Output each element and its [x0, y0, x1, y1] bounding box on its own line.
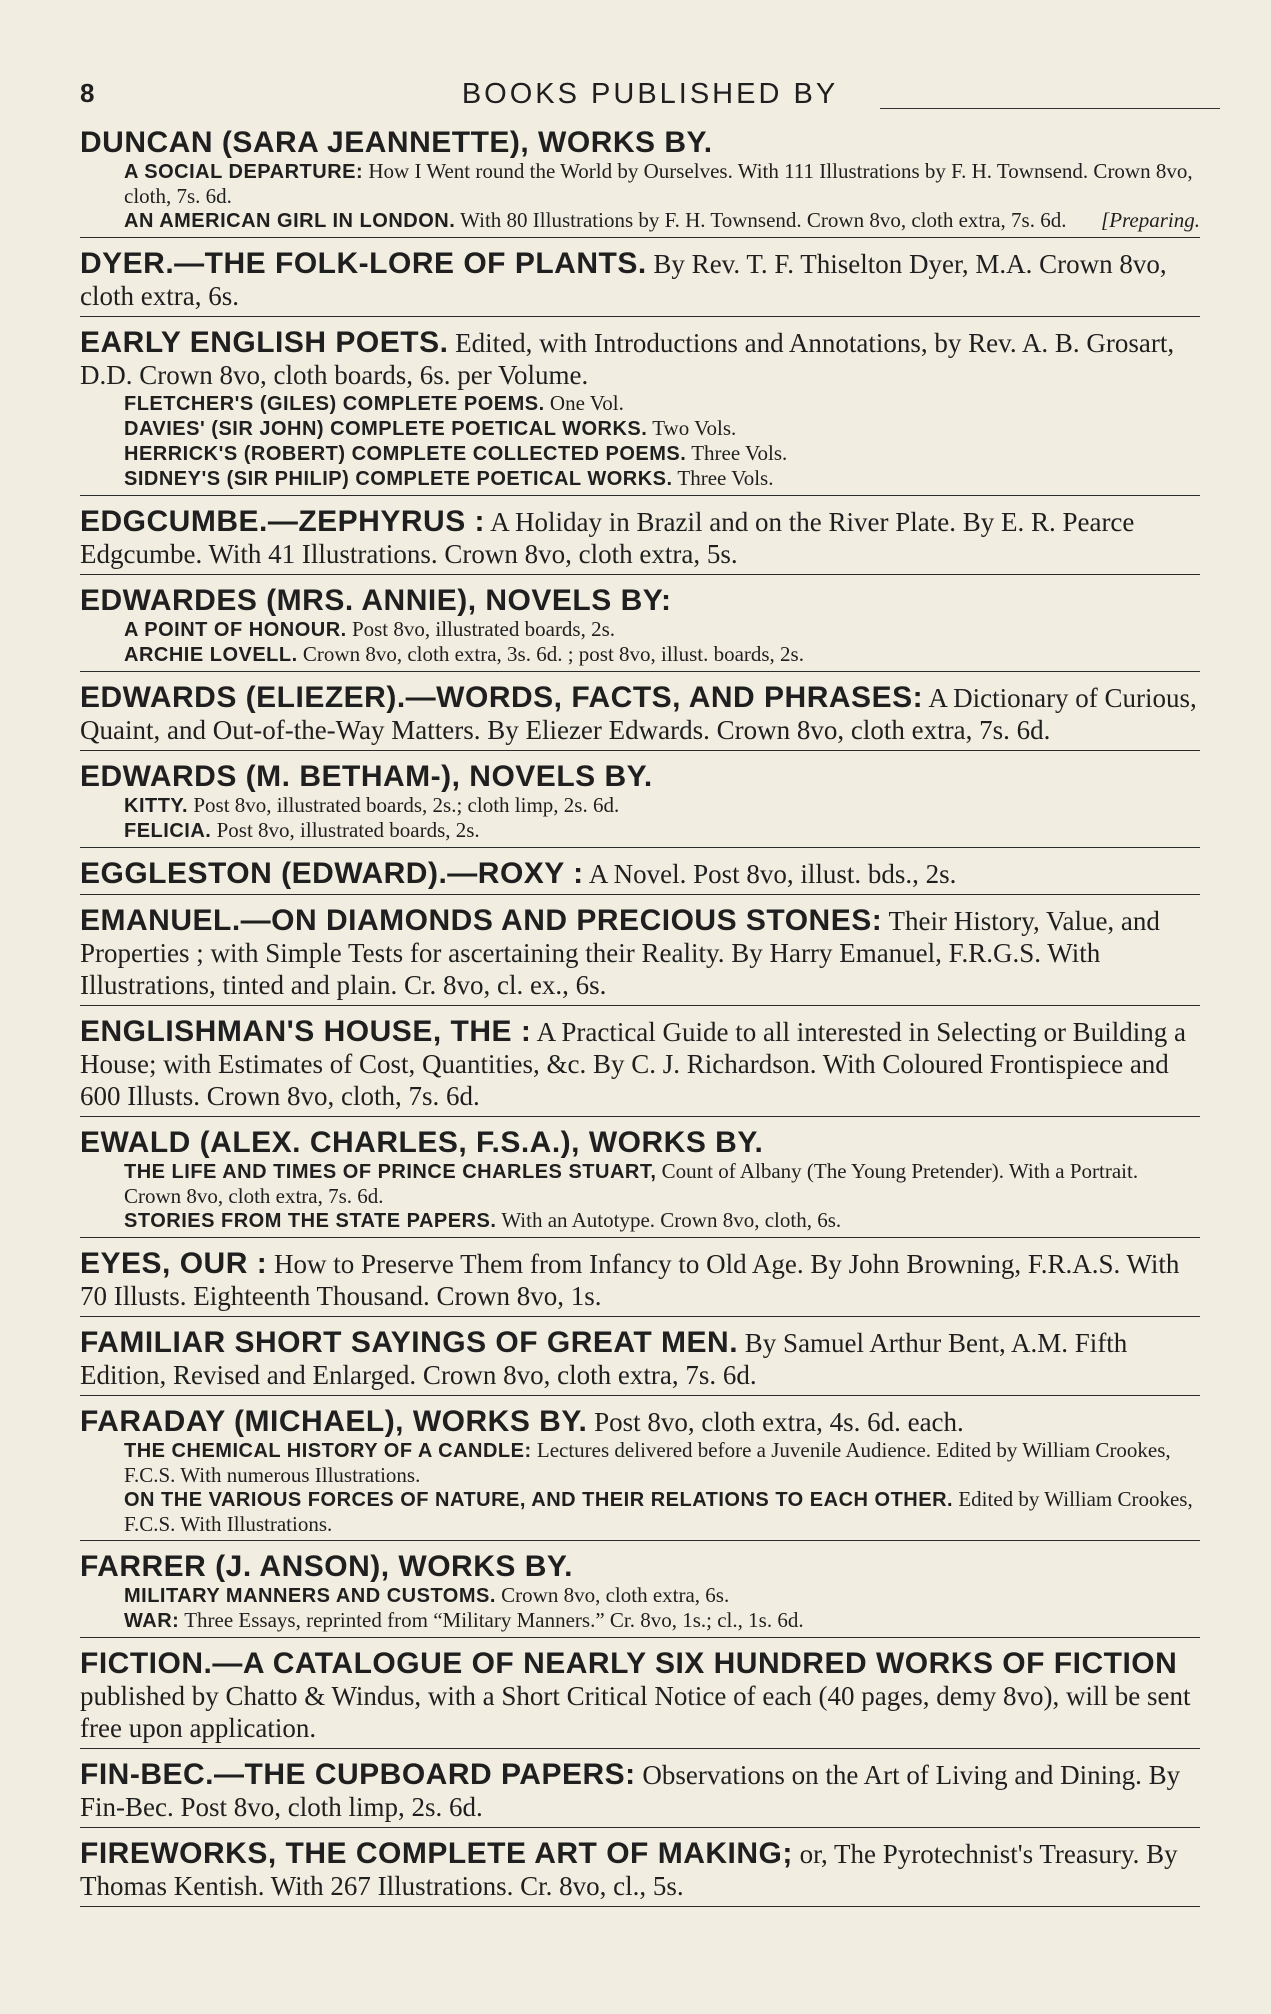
sub-entry-text: With 80 Illustrations by F. H. Townsend. Crown 8vo, cloth extra, 7s. 6d.	[455, 208, 1067, 232]
sub-entry-text: Lectures delivered before a Juvenile Audience. Edited by William Crookes, F.C.S. With numerous Illustrations.	[124, 1438, 1171, 1487]
entry-description: A Novel. Post 8vo, illust. bds., 2s.	[583, 859, 957, 889]
entry-description: A Practical Guide to all interested in Selecting or Building a House; with Estimates of Cost, Quantities, &c. By C. J. Richardson. With Coloured Frontispiece and 600 Illusts. Crown 8vo, cloth, 7s. 6d.	[80, 1017, 1186, 1111]
catalogue-entry	[80, 1122, 1200, 1238]
sub-entry	[80, 416, 1200, 441]
entry-description: A Dictionary of Curious, Quaint, and Out-of-the-Way Matters. By Eliezer Edwards. Crown 8vo, cloth extra, 7s. 6d.	[80, 683, 1197, 745]
catalogue-entry	[80, 1243, 1200, 1317]
entry-heading-line	[80, 682, 1200, 746]
running-title: BOOKS PUBLISHED BY	[461, 78, 839, 110]
entry-heading: FARADAY (MICHAEL), WORKS BY.	[80, 1405, 588, 1438]
entry-heading: EARLY ENGLISH POETS.	[80, 326, 449, 359]
sub-entry-text: One Vol.	[544, 391, 624, 415]
sub-entry-title: A POINT OF HONOUR.	[124, 619, 347, 641]
sub-entry-text: Three Vols.	[686, 441, 788, 465]
catalogue-entry	[80, 243, 1200, 317]
sub-entry-text: Crown 8vo, cloth extra, 6s.	[495, 1583, 730, 1607]
entry-heading-line	[80, 1248, 1200, 1312]
sub-entry-title: THE CHEMICAL HISTORY OF A CANDLE:	[124, 1440, 532, 1462]
entry-heading-line	[80, 1759, 1200, 1823]
sub-entry	[80, 617, 1200, 642]
sub-entry-text: Crown 8vo, cloth extra, 3s. 6d. ; post 8vo, illust. boards, 2s.	[297, 642, 804, 666]
catalogue-entry	[80, 580, 1200, 672]
sub-entry-title: FLETCHER'S (GILES) COMPLETE POEMS.	[124, 393, 545, 415]
entry-description: By Rev. T. F. Thiselton Dyer, M.A. Crown 8vo, cloth extra, 6s.	[80, 249, 1167, 311]
sub-entry-title: STORIES FROM THE STATE PAPERS.	[124, 1210, 497, 1232]
entry-description: or, The Pyrotechnist's Treasury. By Thomas Kentish. With 267 Illustrations. Cr. 8vo, cl., 5s.	[80, 1839, 1178, 1901]
sub-entry	[80, 1608, 1200, 1633]
entry-heading-line	[80, 1327, 1200, 1391]
entry-heading-line	[80, 506, 1200, 570]
sub-entry	[80, 818, 1200, 843]
sub-entry-text: Post 8vo, illustrated boards, 2s.	[346, 617, 616, 641]
sub-entry-title: THE LIFE AND TIMES OF PRINCE CHARLES STUART,	[124, 1161, 657, 1183]
sub-entry-text: Count of Albany (The Young Pretender). With a Portrait. Crown 8vo, cloth extra, 7s. 6d.	[124, 1159, 1139, 1208]
sub-entry-title: ARCHIE LOVELL.	[124, 644, 298, 666]
catalogue-entry	[80, 1401, 1200, 1541]
entry-heading-line	[80, 1648, 1200, 1744]
sub-entry-title: DAVIES' (SIR JOHN) COMPLETE POETICAL WORKS.	[124, 418, 648, 440]
sub-entry-title: AN AMERICAN GIRL IN LONDON.	[124, 210, 456, 232]
sub-entry-text: Edited by William Crookes, F.C.S. With Illustrations.	[124, 1487, 1193, 1536]
sub-entry-text: Three Vols.	[672, 466, 774, 490]
catalogue-entry	[80, 756, 1200, 848]
entry-heading: DUNCAN (SARA JEANNETTE), WORKS BY.	[80, 126, 713, 159]
entry-heading-line	[80, 585, 1200, 617]
running-head	[80, 78, 1220, 114]
entry-heading-line	[80, 1127, 1200, 1159]
sub-entry-title: WAR:	[124, 1610, 180, 1632]
sub-entry	[80, 642, 1200, 667]
entry-heading-line	[80, 1838, 1200, 1902]
catalogue-entry	[80, 501, 1200, 575]
entry-description: Post 8vo, cloth extra, 4s. 6d. each.	[587, 1407, 964, 1437]
entry-heading: EDWARDS (ELIEZER).—WORDS, FACTS, AND PHRASES:	[80, 681, 924, 714]
catalogue-entry	[80, 1833, 1200, 1907]
sub-entry	[80, 391, 1200, 416]
entry-heading-line	[80, 248, 1200, 312]
entry-heading: EGGLESTON (EDWARD).—ROXY :	[80, 857, 584, 890]
sub-entry-title: SIDNEY'S (SIR PHILIP) COMPLETE POETICAL WORKS.	[124, 468, 673, 490]
entry-description: How to Preserve Them from Infancy to Old Age. By John Browning, F.R.A.S. With 70 Illusts. Eighteenth Thousand. Crown 8vo, 1s.	[80, 1249, 1180, 1311]
entry-heading: EYES, OUR :	[80, 1247, 268, 1280]
entry-list	[80, 122, 1200, 1912]
sub-entry	[80, 466, 1200, 491]
entry-heading: DYER.—THE FOLK-LORE OF PLANTS.	[80, 247, 647, 280]
entry-heading-line	[80, 761, 1200, 793]
catalogue-entry	[80, 322, 1200, 496]
sub-entry	[80, 208, 1200, 233]
entry-heading: EDGCUMBE.—ZEPHYRUS :	[80, 505, 486, 538]
entry-heading: FIREWORKS, THE COMPLETE ART OF MAKING;	[80, 1837, 793, 1870]
entry-heading: FICTION.—A CATALOGUE OF NEARLY SIX HUNDRED WORKS OF FICTION	[80, 1647, 1178, 1680]
running-rule	[880, 108, 1220, 109]
sub-entry-title: A SOCIAL DEPARTURE:	[124, 161, 364, 183]
entry-heading: EDWARDS (M. BETHAM-), NOVELS BY.	[80, 760, 653, 793]
entry-heading-line	[80, 327, 1200, 391]
sub-entry	[80, 1208, 1200, 1233]
catalogue-entry	[80, 900, 1200, 1006]
sub-entry-text: How I Went round the World by Ourselves. With 111 Illustrations by F. H. Townsend. Crown 8vo, cloth, 7s. 6d.	[124, 159, 1193, 208]
sub-entry	[80, 1583, 1200, 1608]
sub-entry	[80, 1487, 1200, 1536]
sub-entry	[80, 1438, 1200, 1487]
entry-heading-line	[80, 127, 1200, 159]
entry-heading-line	[80, 905, 1200, 1001]
sub-entry-text: With an Autotype. Crown 8vo, cloth, 6s.	[496, 1208, 842, 1232]
entry-heading-line	[80, 1016, 1200, 1112]
sub-entry	[80, 441, 1200, 466]
sub-entry-text: Post 8vo, illustrated boards, 2s.	[211, 818, 480, 842]
preparing-note: [Preparing.	[1101, 208, 1200, 232]
sub-entry-text: Two Vols.	[647, 416, 737, 440]
sub-entry-text: Three Essays, reprinted from “Military Manners.” Cr. 8vo, 1s.; cl., 1s. 6d.	[179, 1608, 804, 1632]
entry-description: A Holiday in Brazil and on the River Plate. By E. R. Pearce Edgcumbe. With 41 Illustrations. Crown 8vo, cloth extra, 5s.	[80, 507, 1135, 569]
entry-heading-line	[80, 858, 1200, 890]
sub-entry	[80, 793, 1200, 818]
entry-description: Their History, Value, and Properties ; with Simple Tests for ascertaining their Reality. By Harry Emanuel, F.R.G.S. With Illustrations, tinted and plain. Cr. 8vo, cl. ex., 6s.	[80, 906, 1160, 1000]
sub-entry-text: Post 8vo, illustrated boards, 2s.; cloth limp, 2s. 6d.	[188, 793, 620, 817]
entry-heading: EMANUEL.—ON DIAMONDS AND PRECIOUS STONES:	[80, 904, 883, 937]
sub-entry-title: KITTY.	[124, 795, 189, 817]
sub-entry-title: ON THE VARIOUS FORCES OF NATURE, AND THEIR RELATIONS TO EACH OTHER.	[124, 1489, 954, 1511]
entry-heading-line	[80, 1406, 1200, 1438]
entry-heading-line	[80, 1551, 1200, 1583]
catalogue-entry	[80, 853, 1200, 895]
entry-heading: FAMILIAR SHORT SAYINGS OF GREAT MEN.	[80, 1326, 739, 1359]
catalogue-entry	[80, 122, 1200, 238]
entry-heading: EDWARDES (MRS. ANNIE), NOVELS BY:	[80, 584, 672, 617]
sub-entry-title: MILITARY MANNERS AND CUSTOMS.	[124, 1585, 496, 1607]
sub-entry	[80, 1159, 1200, 1208]
entry-description: Edited, with Introductions and Annotations, by Rev. A. B. Grosart, D.D. Crown 8vo, cloth boards, 6s. per Volume.	[80, 328, 1175, 390]
sub-entry	[80, 159, 1200, 208]
catalogue-entry	[80, 1546, 1200, 1638]
entry-heading: FARRER (J. ANSON), WORKS BY.	[80, 1550, 573, 1583]
catalogue-entry	[80, 677, 1200, 751]
entry-heading: FIN-BEC.—THE CUPBOARD PAPERS:	[80, 1758, 636, 1791]
entry-heading: EWALD (ALEX. CHARLES, F.S.A.), WORKS BY.	[80, 1126, 764, 1159]
entry-description: Observations on the Art of Living and Dining. By Fin-Bec. Post 8vo, cloth limp, 2s. 6d.	[80, 1760, 1181, 1822]
page-number: 8	[80, 78, 95, 108]
sub-entry-title: HERRICK'S (ROBERT) COMPLETE COLLECTED POEMS.	[124, 443, 687, 465]
catalogue-entry	[80, 1011, 1200, 1117]
catalogue-entry	[80, 1754, 1200, 1828]
entry-description: published by Chatto & Windus, with a Short Critical Notice of each (40 pages, demy 8vo), will be sent free upon application.	[80, 1681, 1191, 1743]
entry-heading: ENGLISHMAN'S HOUSE, THE :	[80, 1015, 532, 1048]
catalogue-entry	[80, 1643, 1200, 1749]
entry-description: By Samuel Arthur Bent, A.M. Fifth Edition, Revised and Enlarged. Crown 8vo, cloth extra, 7s. 6d.	[80, 1328, 1128, 1390]
catalogue-entry	[80, 1322, 1200, 1396]
sub-entry-title: FELICIA.	[124, 820, 212, 842]
